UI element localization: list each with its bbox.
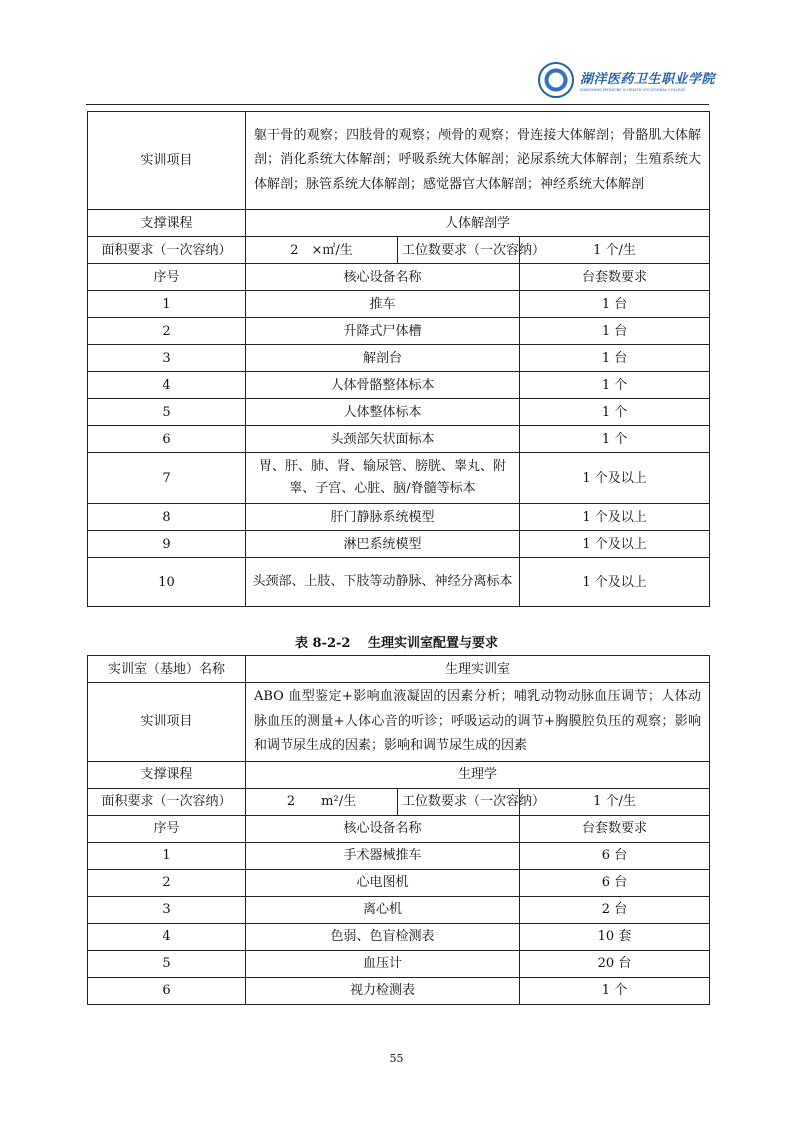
row-equipment: 升降式尸体槽 bbox=[246, 318, 520, 345]
row-equipment: 手术器械推车 bbox=[246, 842, 520, 869]
row-quantity: 1 个 bbox=[520, 372, 710, 399]
table-row bbox=[88, 453, 710, 504]
area-value: 2 m²/生 bbox=[246, 788, 398, 815]
row-index: 9 bbox=[88, 531, 246, 558]
table-row bbox=[88, 950, 710, 977]
table-row bbox=[88, 842, 710, 869]
row-index: 1 bbox=[88, 291, 246, 318]
row-index: 2 bbox=[88, 869, 246, 896]
row-equipment: 人体整体标本 bbox=[246, 399, 520, 426]
row-index: 7 bbox=[88, 453, 246, 504]
row-quantity: 1 个及以上 bbox=[520, 504, 710, 531]
course-value: 人体解剖学 bbox=[246, 210, 710, 237]
table-row bbox=[88, 531, 710, 558]
row-index: 10 bbox=[88, 558, 246, 607]
station-value: 1 个/生 bbox=[520, 237, 710, 264]
page-number: 55 bbox=[389, 1052, 404, 1065]
row-quantity: 1 个 bbox=[520, 426, 710, 453]
project-label: 实训项目 bbox=[88, 683, 246, 762]
project-text: 躯干骨的观察；四肢骨的观察；颅骨的观察；骨连接大体解剖；骨骼肌大体解剖；消化系统大体解剖；呼吸系统大体解剖；泌尿系统大体解剖；生殖系统大体解剖；脉管系统大体解剖；感觉器官大体解剖；神经系统大体解剖 bbox=[246, 112, 710, 210]
header-equipment: 核心设备名称 bbox=[246, 815, 520, 842]
room-label: 实训室（基地）名称 bbox=[88, 656, 246, 683]
row-quantity: 2 台 bbox=[520, 896, 710, 923]
row-index: 4 bbox=[88, 372, 246, 399]
row-equipment: 解剖台 bbox=[246, 345, 520, 372]
row-index: 6 bbox=[88, 426, 246, 453]
table-caption: 表 8-2-2 生理实训室配置与要求 bbox=[295, 636, 498, 651]
table-row bbox=[88, 399, 710, 426]
row-quantity: 6 台 bbox=[520, 869, 710, 896]
row-quantity: 1 台 bbox=[520, 345, 710, 372]
row-quantity: 1 台 bbox=[520, 291, 710, 318]
college-name-cn: 湖洋医药卫生职业学院 bbox=[580, 72, 716, 87]
row-equipment: 血压计 bbox=[246, 950, 520, 977]
row-equipment: 人体骨骼整体标本 bbox=[246, 372, 520, 399]
course-value: 生理学 bbox=[246, 761, 710, 788]
area-label: 面积要求（一次容纳） bbox=[88, 788, 246, 815]
college-logo-text bbox=[580, 68, 715, 92]
row-equipment: 肝门静脉系统模型 bbox=[246, 504, 520, 531]
course-label: 支撑课程 bbox=[88, 761, 246, 788]
header-index: 序号 bbox=[88, 264, 246, 291]
row-quantity: 1 个及以上 bbox=[520, 558, 710, 607]
station-label: 工位数要求（一次容纳） bbox=[398, 788, 520, 815]
station-label: 工位数要求（一次容纳） bbox=[398, 237, 520, 264]
row-index: 4 bbox=[88, 923, 246, 950]
college-logo bbox=[538, 62, 715, 98]
row-equipment: 胃、肝、肺、肾、输尿管、膀胱、睾丸、附睾、子宫、心脏、脑/脊髓等标本 bbox=[246, 453, 520, 504]
row-equipment: 色弱、色盲检测表 bbox=[246, 923, 520, 950]
college-seal-icon bbox=[538, 62, 574, 98]
row-index: 5 bbox=[88, 950, 246, 977]
header-quantity: 台套数要求 bbox=[520, 264, 710, 291]
table-row bbox=[88, 896, 710, 923]
header-divider bbox=[86, 104, 709, 105]
anatomy-lab-table bbox=[87, 111, 710, 607]
row-index: 3 bbox=[88, 345, 246, 372]
row-index: 5 bbox=[88, 399, 246, 426]
row-equipment: 淋巴系统模型 bbox=[246, 531, 520, 558]
table-row bbox=[88, 869, 710, 896]
row-equipment: 头颈部矢状面标本 bbox=[246, 426, 520, 453]
row-index: 6 bbox=[88, 977, 246, 1004]
row-quantity: 1 个 bbox=[520, 399, 710, 426]
course-label: 支撑课程 bbox=[88, 210, 246, 237]
row-quantity: 20 台 bbox=[520, 950, 710, 977]
physiology-lab-table bbox=[87, 655, 710, 1005]
row-index: 2 bbox=[88, 318, 246, 345]
row-equipment: 头颈部、上肢、下肢等动静脉、神经分离标本 bbox=[246, 558, 520, 607]
header-index: 序号 bbox=[88, 815, 246, 842]
row-quantity: 6 台 bbox=[520, 842, 710, 869]
row-quantity: 1 个及以上 bbox=[520, 531, 710, 558]
row-index: 3 bbox=[88, 896, 246, 923]
row-equipment: 推车 bbox=[246, 291, 520, 318]
station-value: 1 个/生 bbox=[520, 788, 710, 815]
table-row bbox=[88, 923, 710, 950]
table-row bbox=[88, 345, 710, 372]
project-label: 实训项目 bbox=[88, 112, 246, 210]
row-quantity: 10 套 bbox=[520, 923, 710, 950]
header-quantity: 台套数要求 bbox=[520, 815, 710, 842]
row-index: 1 bbox=[88, 842, 246, 869]
row-quantity: 1 个 bbox=[520, 977, 710, 1004]
row-equipment: 心电图机 bbox=[246, 869, 520, 896]
row-index: 8 bbox=[88, 504, 246, 531]
row-equipment: 视力检测表 bbox=[246, 977, 520, 1004]
table-row bbox=[88, 372, 710, 399]
table-row bbox=[88, 977, 710, 1004]
table-row bbox=[88, 426, 710, 453]
college-name-en: XIANGYANG MEDICINE & HEALTH VOCATIONAL COLLEGE bbox=[580, 88, 686, 92]
table-row bbox=[88, 291, 710, 318]
header-equipment: 核心设备名称 bbox=[246, 264, 520, 291]
row-equipment: 离心机 bbox=[246, 896, 520, 923]
project-text: ABO 血型鉴定+影响血液凝固的因素分析；哺乳动物动脉血压调节；人体动脉血压的测量+人体心音的听诊；呼吸运动的调节+胸膜腔负压的观察；影响和调节尿生成的因素；影响和调节尿生成的因素 bbox=[246, 683, 710, 762]
area-label: 面积要求（一次容纳） bbox=[88, 237, 246, 264]
table-row bbox=[88, 318, 710, 345]
row-quantity: 1 个及以上 bbox=[520, 453, 710, 504]
table-row bbox=[88, 504, 710, 531]
table-row bbox=[88, 558, 710, 607]
row-quantity: 1 台 bbox=[520, 318, 710, 345]
room-value: 生理实训室 bbox=[246, 656, 710, 683]
area-value: 2 ×㎡/生 bbox=[246, 237, 398, 264]
